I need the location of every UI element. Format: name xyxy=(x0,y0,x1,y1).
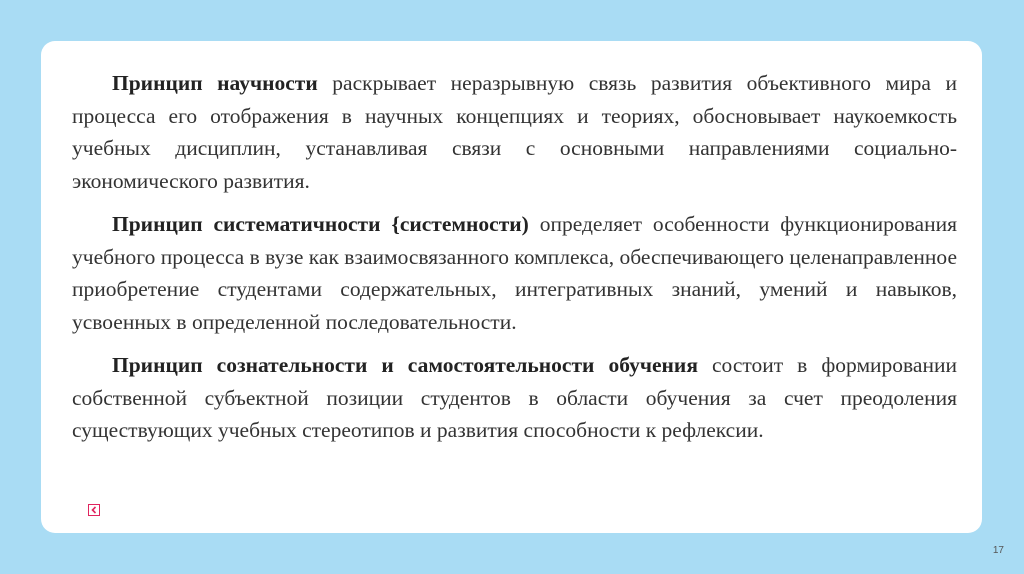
paragraph-text: раскрывает неразрывную связь развития объективного мира и процесса его отображения в научных концепциях и теориях, обосновывает наукоемкость учебных дисциплин, устанавливая связи с основными направлениями социально-экономического развития. xyxy=(72,71,958,193)
paragraph-science-principle xyxy=(72,67,957,197)
paragraph-text: состоит в формировании собственной субъектной позиции студентов в области обучения за счет преодоления существующих учебных стереотипов и развития способности к рефлексии. xyxy=(72,353,957,442)
paragraph-text: определяет особенности функционирования учебного процесса в вузе как взаимосвязанного комплекса, обеспечивающего целенаправленное приобретение студентами содержательных, интегративных знаний, умений и навыков, усвоенных в определенной последовательности. xyxy=(72,212,957,334)
paragraph-systematic-principle xyxy=(72,208,957,338)
chevron-left-icon xyxy=(90,506,98,514)
slide-content xyxy=(72,67,957,458)
paragraph-heading: Принцип научности xyxy=(112,71,318,95)
back-button[interactable] xyxy=(88,504,100,516)
paragraph-heading: Принцип сознательности и самостоятельности обучения xyxy=(112,353,698,377)
page-number: 17 xyxy=(992,545,1004,556)
slide-card xyxy=(41,41,982,533)
paragraph-heading: Принцип систематичности {системности) xyxy=(112,212,529,236)
paragraph-consciousness-principle xyxy=(72,349,957,447)
